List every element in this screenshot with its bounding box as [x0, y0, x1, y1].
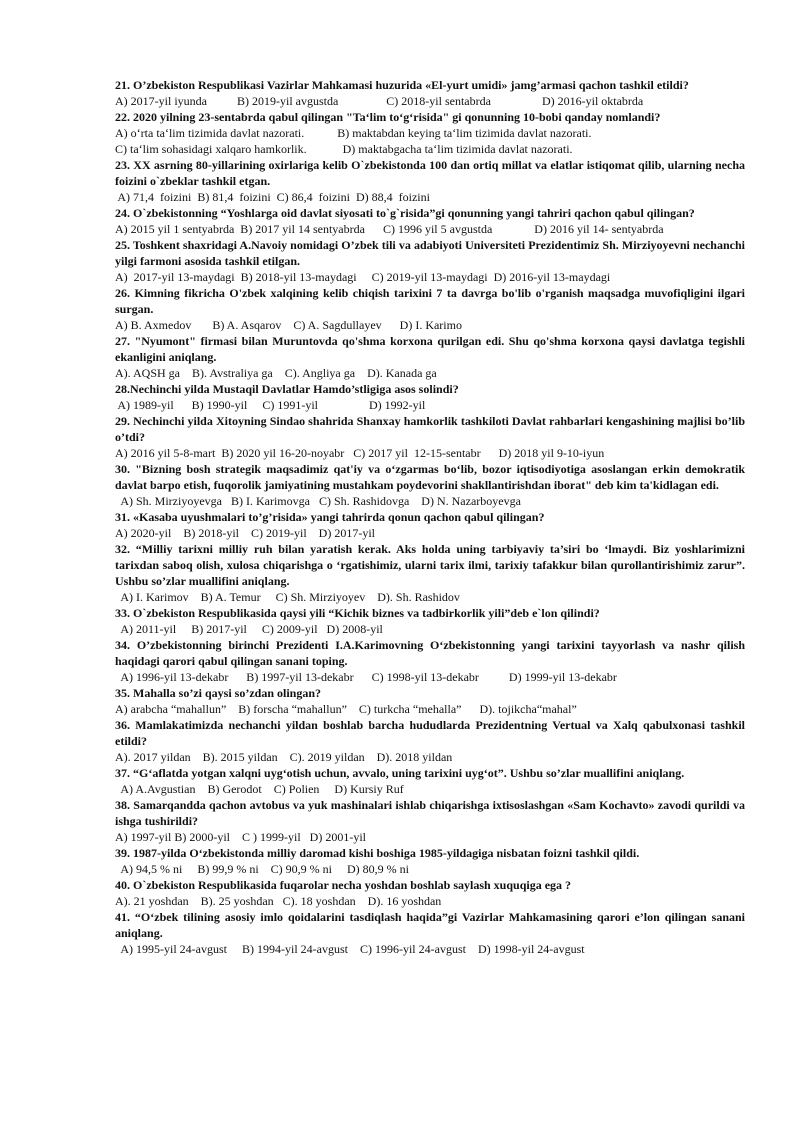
answer-options: A) 2015 yil 1 sentyabrda B) 2017 yil 14 sentyabrda C) 1996 yil 5 avgustda D) 2016 yil 14- sentyabrda [115, 222, 664, 236]
question-text: 40. O`zbekiston Respublikasida fuqarolar necha yoshdan boshlab saylash xuquqiga ega ? [115, 878, 572, 892]
question-text: 26. Kimning fikricha O'zbek xalqining kelib chiqish tarixini 7 ta davrga bo'lib o'rganish maqsadga muvofiqligini ilgari surgan. [115, 286, 745, 316]
answer-options: A) B. Axmedov B) A. Asqarov C) A. Sagdullayev D) I. Karimo [115, 318, 462, 332]
question-text: 25. Toshkent shaxridagi A.Navoiy nomidagi O’zbek tili va adabiyoti Universiteti Prezidentimiz Sh. Mirziyoyevni nechanchi yilgi farmoni asosida tashkil etilgan. [115, 238, 745, 268]
answer-options: A). AQSH ga B). Avstraliya ga C). Angliya ga D). Kanada ga [115, 366, 437, 380]
question-text: 22. 2020 yilning 23-sentabrda qabul qilingan "Ta‘lim to‘g‘risida" gi qonunning 10-bobi qanday nomlandi? [115, 110, 661, 124]
question-text: 23. XX asrning 80-yillarining oxirlariga kelib O`zbekistonda 100 dan ortiq millat va elatlar istiqomat qilib, ularning necha foizini o`zbeklar tashkil etgan. [115, 158, 745, 188]
answer-options: A) 2017-yil 13-maydagi B) 2018-yil 13-maydagi C) 2019-yil 13-maydagi D) 2016-yil 13-maydagi [115, 270, 611, 284]
answer-options: A) 1996-yil 13-dekabr B) 1997-yil 13-dekabr C) 1998-yil 13-dekabr D) 1999-yil 13-dekabr [115, 670, 617, 684]
question-text: 35. Mahalla so’zi qaysi so’zdan olingan? [115, 686, 322, 700]
question-text: 24. O`zbekistonning “Yoshlarga oid davlat siyosati to`g`risida”gi qonunning yangi tahriri qachon qabul qilingan? [115, 206, 695, 220]
answer-options: A). 21 yoshdan B). 25 yoshdan C). 18 yoshdan D). 16 yoshdan [115, 894, 442, 908]
question-text: 29. Nechinchi yilda Xitoyning Sindao shahrida Shanxay hamkorlik tashkiloti Davlat rahbarlari kengashining majlisi bo’lib o’tdi? [115, 414, 745, 444]
answer-options: A) 1997-yil B) 2000-yil C ) 1999-yil D) 2001-yil [115, 830, 366, 844]
answer-options: A) 2017-yil iyunda B) 2019-yil avgustda C) 2018-yil sentabrda D) 2016-yil oktabrda [115, 94, 644, 108]
answer-options: C) ta‘lim sohasidagi xalqaro hamkorlik. D) maktabgacha ta‘lim tizimida davlat nazorati. [115, 142, 573, 156]
answer-options: A) 2020-yil B) 2018-yil C) 2019-yil D) 2017-yil [115, 526, 375, 540]
question-text: 31. «Kasaba uyushmalari to’g’risida» yangi tahrirda qonun qachon qabul qilingan? [115, 510, 545, 524]
answer-options: A) arabcha “mahallun” B) forscha “mahallun” C) turkcha “mehalla” D). tojikcha“mahal” [115, 702, 577, 716]
question-text: 33. O`zbekiston Respublikasida qaysi yili “Kichik biznes va tadbirkorlik yili”deb e`lon qilindi? [115, 606, 600, 620]
question-text: 39. 1987-yilda O‘zbekistonda milliy daromad kishi boshiga 1985-yildagiga nisbatan foizni tashkil qildi. [115, 846, 640, 860]
answer-options: A) 2011-yil B) 2017-yil C) 2009-yil D) 2008-yil [115, 622, 383, 636]
answer-options: A) 1995-yil 24-avgust B) 1994-yil 24-avgust C) 1996-yil 24-avgust D) 1998-yil 24-avgust [115, 942, 585, 956]
question-text: 32. “Milliy tarixni milliy ruh bilan yaratish kerak. Aks holda uning tarbiyaviy ta’siri bo ‘lmaydi. Biz yoshlarimizni tarixdan saboq olish, xulosa chiqarishga o ‘rgatishimiz, ularni tarix ilmi, tarixiy tafakkur bilan qurollantirishimiz zarur”. Ushbu so’zlar muallifini aniqlang. [115, 542, 745, 588]
question-text: 28.Nechinchi yilda Mustaqil Davlatlar Hamdo’stligiga asos solindi? [115, 382, 459, 396]
answer-options: A) 94,5 % ni B) 99,9 % ni C) 90,9 % ni D) 80,9 % ni [115, 862, 409, 876]
question-text: 37. “G‘aflatda yotgan xalqni uyg‘otish uchun, avvalo, uning tarixini uyg‘ot”. Ushbu so’zlar muallifini aniqlang. [115, 766, 685, 780]
question-text: 34. O’zbekistonning birinchi Prezidenti I.A.Karimovning O‘zbekistonning yangi tarixini tayyorlash va nashr qilish haqidagi qarori qabul qilingan sanani toping. [115, 638, 745, 668]
answer-options: A) Sh. Mirziyoyevga B) I. Karimovga C) Sh. Rashidovga D) N. Nazarboyevga [115, 494, 521, 508]
answer-options: A) o‘rta ta‘lim tizimida davlat nazorati. B) maktabdan keying ta‘lim tizimida davlat nazorati. [115, 126, 592, 140]
question-text: 27. "Nyumont" firmasi bilan Muruntovda qo'shma korxona qurilgan edi. Shu qo'shma korxona qaysi davlatga tegishli ekanligini aniqlang. [115, 334, 745, 364]
answer-options: A) 2016 yil 5-8-mart B) 2020 yil 16-20-noyabr C) 2017 yil 12-15-sentabr D) 2018 yil 9-10-iyun [115, 446, 605, 460]
test-page [115, 77, 745, 957]
question-text: 38. Samarqandda qachon avtobus va yuk mashinalari ishlab chiqarishga ixtisoslashgan «Sam Kochavto» zavodi qurildi va ishga tushirildi? [115, 798, 745, 828]
question-text: 36. Mamlakatimizda nechanchi yildan boshlab barcha hududlarda Prezidentning Vertual va Xalq qabulxonasi tashkil etildi? [115, 718, 745, 748]
answer-options: A) A.Avgustian B) Gerodot C) Polien D) Kursiy Ruf [115, 782, 404, 796]
answer-options: A) 71,4 foizini B) 81,4 foizini C) 86,4 foizini D) 88,4 foizini [115, 190, 430, 204]
answer-options: A) I. Karimov B) A. Temur C) Sh. Mirziyoyev D). Sh. Rashidov [115, 590, 460, 604]
question-text: 30. "Bizning bosh strategik maqsadimiz qat'iy va o‘zgarmas bo‘lib, bozor iqtisodiyotiga asoslangan erkin demokratik davlat barpo etish, fuqorolik jamiyatining mustahkam poydevorini shakllantirishdan iborat" deb kim ta'kidlagan edi. [115, 462, 745, 492]
answer-options: A). 2017 yildan B). 2015 yildan C). 2019 yildan D). 2018 yildan [115, 750, 453, 764]
question-text: 21. O’zbekiston Respublikasi Vazirlar Mahkamasi huzurida «El-yurt umidi» jamg’armasi qachon tashkil etildi? [115, 78, 689, 92]
question-text: 41. “O‘zbek tilining asosiy imlo qoidalarini tasdiqlash haqida”gi Vazirlar Mahkamasining qarori e’lon qilingan sanani aniqlang. [115, 910, 745, 940]
answer-options: A) 1989-yil B) 1990-yil C) 1991-yil D) 1992-yil [115, 398, 426, 412]
